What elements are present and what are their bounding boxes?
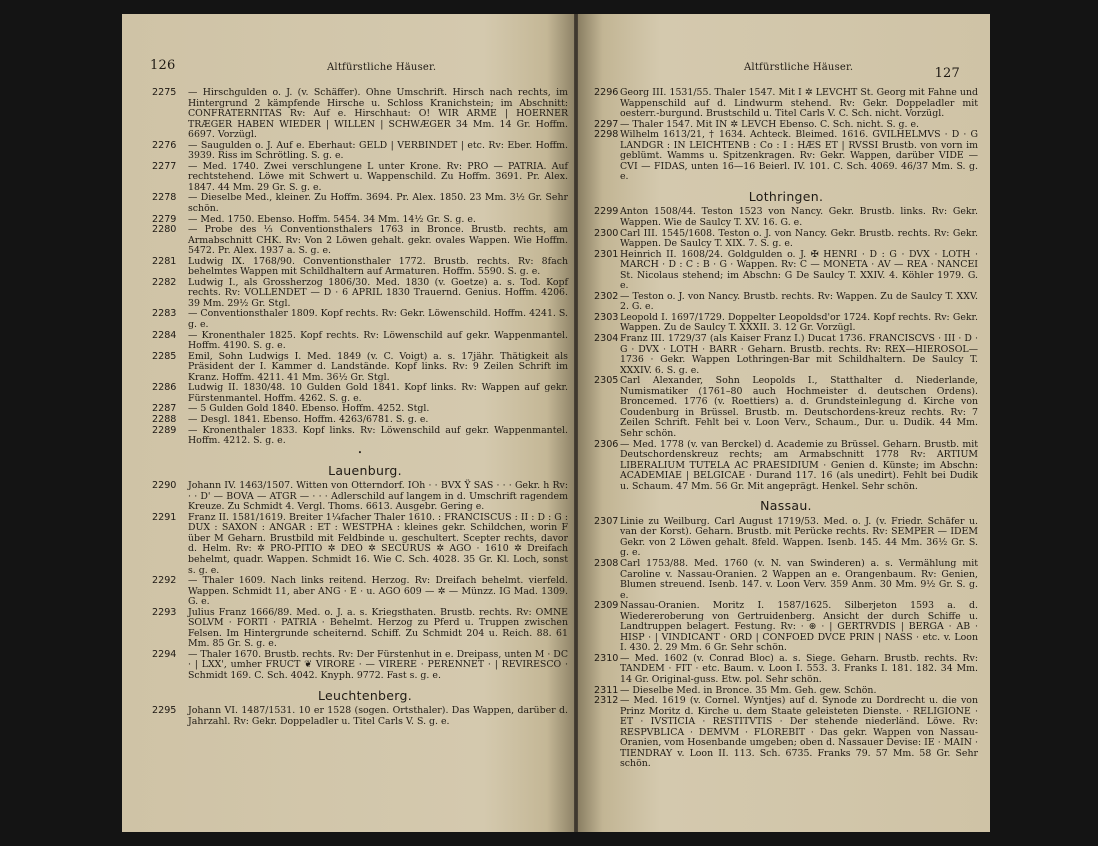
lot-number: 2307: [594, 515, 619, 527]
lot-description: Carl III. 1545/1608. Teston o. J. von Nancy. Gekr. Brustb. rechts. Rv: Gekr. Wappen. De Saulcy T. XIX. 7. S. g. e.: [620, 227, 978, 250]
lot-number: 2284: [152, 329, 177, 341]
catalogue-entry: [152, 650, 568, 682]
lot-number: 2292: [152, 575, 177, 587]
catalogue-entry: [152, 383, 568, 404]
lot-description: Franz II. 1581/1619. Breiter 1¼facher Thaler 1610. : FRANCISCUS : II : D : G : DUX : SAXON : ANGAR : ET : WESTPHA : kleines gekr. Schildchen, worin F über M Geharn. Brustbild mit Feldbinde u. geschultert. Scepter rechts, davor d. Helm. Rv: ✲ PRO-PITIO ✲ DEO ✲ SECURUS ✲ AGO · 1610 ✲ Dreifach behelmt, quadr. Wappen. Schmidt 16. Wie C. Sch. 4028. 35 Gr. Kl. Loch, sonst s. g. e.: [188, 511, 568, 576]
lot-description: Heinrich II. 1608/24. Goldgulden o. J. ✠ HENRI · D : G · DVX · LOTH · MARCH · D : C : B · G · Wappen. Rv: C — MONETA · AV — REA · NANCEI St. Nicolaus stehend; im Abschn: G De Saulcy T. XXIV. 4. Köhler 1979. G. e.: [620, 248, 978, 292]
catalogue-entry: [152, 481, 568, 513]
catalogue-entry: [594, 292, 978, 313]
catalogue-entry: [152, 608, 568, 650]
lot-number: 2294: [152, 648, 177, 660]
section-divider: •: [357, 448, 363, 457]
catalogue-entry: [152, 513, 568, 576]
page-number: 126: [150, 58, 176, 73]
lot-number: 2308: [594, 557, 619, 569]
lot-number: 2311: [594, 684, 619, 696]
lot-number: 2306: [594, 438, 619, 450]
lot-number: 2277: [152, 160, 177, 172]
lot-number: 2305: [594, 375, 619, 387]
lot-number: 2279: [152, 213, 177, 225]
lot-description: Julius Franz 1666/89. Med. o. J. a. s. Kriegsthaten. Brustb. rechts. Rv: OMNE SOLVM · FORTI · PATRIA · Behelmt. Herzog zu Pferd u. Truppen zwischen Felsen. Im Hintergrunde scheiternd. Schiff. Zu Schmidt 204 u. Reich. 88. 61 Mm. 85 Gr. S. g. e.: [188, 606, 568, 650]
catalogue-entry: [152, 331, 568, 352]
catalogue-entry: [152, 576, 568, 608]
lot-number: 2303: [594, 311, 619, 323]
lot-number: 2295: [152, 705, 177, 717]
lot-description: Carl Alexander, Sohn Leopolds I., Statthalter d. Niederlande, Numismatiker (1761–80 auch Hochmeister d. deutschen Ordens). Broncemed. 1776 (v. Roettiers) a. d. Grundsteinlegung d. Kirche von Coudenburg in Brüssel. Brustb. m. Deutschordens-kreuz rechts. Rv: 7 Zeilen Schrift. Fehlt bei v. Loon Verv., Schaum., Dur. u. Dudik. 44 Mm. Sehr schön.: [620, 375, 978, 439]
catalogue-entry: [594, 88, 978, 120]
entries-group: [152, 481, 568, 681]
lot-number: 2282: [152, 276, 177, 288]
lot-number: 2283: [152, 308, 177, 320]
lot-description: — Hirschgulden o. J. (v. Schäffer). Ohne Umschrift. Hirsch nach rechts, im Hintergrund 2 kämpfende Hirsche u. Schloss Kranichstein; im Abschnitt: CONFRATERNITAS Rv: Auf e. Hirschhaut: O! WIR ARME | HOERNER TRÆGER HABEN WIEDER | WILLEN | SCHWÆGER 34 Mm. 14 Gr. Hoffm. 6697. Vorzügl.: [188, 87, 568, 141]
lot-description: Ludwig IX. 1768/90. Conventionsthaler 1772. Brustb. rechts. Rv: 8fach behelmtes Wappen mit Schildhaltern auf Armaturen. Hoffm. 5590. S. g. e.: [188, 255, 568, 278]
catalogue-entry: [594, 376, 978, 439]
lot-number: 2281: [152, 255, 177, 267]
lot-number: 2289: [152, 424, 177, 436]
lot-number: 2300: [594, 227, 619, 239]
lot-number: 2297: [594, 118, 619, 130]
catalogue-entry: [594, 654, 978, 686]
running-head: Altfürstliche Häuser.: [327, 62, 437, 73]
entries-group: [152, 88, 568, 447]
lot-description: — Med. 1778 (v. van Berckel) d. Academie zu Brüssel. Geharn. Brustb. mit Deutschordenskreuz rechts; am Armabschnitt 1778 Rv: ARTIUM LIBERALIUM TUTELA AC PRAESIDIUM · Genien d. Künste; im Abschn: ACADEMIAE | BELGICAE · Durand 117. 16 (als unedirt). Fehlt bei Dudik u. Schaum. 47 Mm. 56 Gr. Mit angeprägt. Henkel. Sehr schön.: [620, 438, 978, 492]
lot-number: 2291: [152, 511, 177, 523]
catalogue-entry: [152, 225, 568, 257]
lot-description: — Med. 1750. Ebenso. Hoffm. 5454. 34 Mm. 14½ Gr. S. g. e.: [188, 213, 476, 225]
lot-description: Emil, Sohn Ludwigs I. Med. 1849 (v. C. Voigt) a. s. 17jähr. Thätigkeit als Präsident der I. Kammer d. Landstände. Kopf links. Rv: 9 Zeilen Schrift im Kranz. Hoffm. 4211. 41 Mm. 36½ Gr. Stgl.: [188, 350, 568, 383]
lot-number: 2296: [594, 87, 619, 98]
lot-number: 2302: [594, 290, 619, 302]
lot-description: — Kronenthaler 1833. Kopf links. Rv: Löwenschild auf gekr. Wappenmantel. Hoffm. 4212. S. g. e.: [188, 424, 568, 447]
lot-description: — Kronenthaler 1825. Kopf rechts. Rv: Löwenschild auf gekr. Wappenmantel. Hoffm. 4190. S. g. e.: [188, 329, 568, 352]
lot-description: — Med. 1619 (v. Cornel. Wyntjes) auf d. Synode zu Dordrecht u. die von Prinz Moritz d. Kirche u. dem Staate geleisteten Dienste. · RELIGIONE · ET · IVSTICIA · RESTITVTIS · Der stehende niederländ. Löwe. Rv: RESPVBLICA · DEMVM · FLOREBIT · Das gekr. Wappen von Nassau-Oranien, vom Hosenbande umgeben; oben d. Nassauer Devise: IE · MAIN · TIENDRAY v. Loon II. 113. Sch. 6735. Franks 79. 57 Mm. 58 Gr. Sehr schön.: [620, 695, 978, 770]
lot-number: 2293: [152, 606, 177, 618]
lot-description: — Thaler 1547. Mit IN ✲ LEVCH Ebenso. C. Sch. nicht. S. g. e.: [620, 118, 920, 130]
catalogue-entry: [152, 706, 568, 727]
catalogue-entry: [152, 309, 568, 330]
section-heading: Lothringen.: [748, 188, 824, 204]
lot-description: Georg III. 1531/55. Thaler 1547. Mit I ✲ LEVCHT St. Georg mit Fahne und Wappenschild auf d. Lindwurm stehend. Rv: Gekr. Doppeladler mit oesterr.-burgund. Brustschild u. Titel Carls V. C. Sch. nicht. Vorzügl.: [620, 87, 978, 120]
lot-description: Ludwig I., als Grossherzog 1806/30. Med. 1830 (v. Goetze) a. s. Tod. Kopf rechts. Rv: VOLLENDET — D · 6 APRIL 1830 Trauernd. Genius. Hoffm. 4206. 39 Mm. 29½ Gr. Stgl.: [188, 276, 568, 309]
lot-number: 2278: [152, 192, 177, 204]
catalogue-entry: [152, 88, 568, 141]
lot-description: — Teston o. J. von Nancy. Brustb. rechts. Rv: Wappen. Zu de Saulcy T. XXV. 2. G. e.: [620, 290, 978, 313]
lot-number: 2298: [594, 129, 619, 141]
lot-number: 2280: [152, 224, 177, 236]
catalogue-entry: [594, 559, 978, 601]
lot-description: Anton 1508/44. Teston 1523 von Nancy. Gekr. Brustb. links. Rv: Gekr. Wappen. Wie de Saulcy T. XV. 16. G. e.: [620, 206, 978, 229]
catalogue-entry: [594, 440, 978, 493]
catalogue-entry: [152, 193, 568, 214]
lot-number: 2286: [152, 382, 177, 394]
lot-description: Nassau-Oranien. Moritz I. 1587/1625. Silberjeton 1593 a. d. Wiedereroberung von Gertruidenberg. Ansicht der durch Schiffe u. Landtruppen belagert. Festung. Rv: · ⊛ · | GERTRVDIS | BERGA · AB · HISP · | VINDICANT · ORD | CONFOED DVCE PRIN | NASS · etc. v. Loon I. 430. 2. 29 Mm. 6 Gr. Sehr schön.: [620, 600, 978, 654]
lot-description: — Dieselbe Med. in Bronce. 35 Mm. Geh. gew. Schön.: [620, 684, 877, 696]
lot-description: Franz III. 1729/37 (als Kaiser Franz I.) Ducat 1736. FRANCISCVS · III · D · G · DVX · LOTH · BARR · Geharn. Brustb. rechts. Rv: REX—HIEROSOL—1736 · Gekr. Wappen Lothringen-Bar mit Schildhaltern. De Saulcy T. XXXIV. 6. S. g. e.: [620, 333, 978, 376]
section-heading: Nassau.: [760, 498, 812, 514]
catalogue-entry: [594, 207, 978, 228]
catalogue-entry: [594, 334, 978, 376]
lot-number: 2285: [152, 350, 177, 362]
lot-description: — Thaler 1670. Brustb. rechts. Rv: Der Fürstenhut in e. Dreipass, unten M · DC · | LXX', umher FRUCT ❦ VIRORE · — VIRERE · PERENNET · | REVIRESCO · Schmidt 169. C. Sch. 4042. Knyph. 9772. Fast s. g. e.: [188, 648, 568, 681]
page-number: 127: [934, 66, 960, 81]
catalogue-entry: [152, 141, 568, 162]
lot-description: — Med. 1602 (v. Conrad Bloc) a. s. Siege. Geharn. Brustb. rechts. Rv: TANDEM · FIT · etc. Baum. v. Loon I. 553. 3. Franks I. 181. 182. 34 Mm. 14 Gr. Original-guss. Etw. pol. Sehr schön.: [620, 652, 978, 685]
catalogue-entry: [594, 517, 978, 559]
running-head: Altfürstliche Häuser.: [744, 62, 854, 73]
entries-group: [594, 517, 978, 770]
lot-number: 2312: [594, 695, 619, 707]
lot-description: — 5 Gulden Gold 1840. Ebenso. Hoffm. 4252. Stgl.: [188, 403, 430, 415]
catalogue-entry: [594, 313, 978, 334]
catalogue-entry: [152, 426, 568, 447]
catalogue-entry: [594, 229, 978, 250]
lot-number: 2301: [594, 248, 619, 260]
entries-group: [594, 88, 978, 183]
lot-description: Leopold I. 1697/1729. Doppelter Leopoldsd'or 1724. Kopf rechts. Rv: Gekr. Wappen. Zu de Saulcy T. XXXII. 3. 12 Gr. Vorzügl.: [620, 311, 978, 334]
lot-description: — Probe des ⅓ Conventionsthalers 1763 in Bronce. Brustb. rechts, am Armabschnitt CHK. Rv: Von 2 Löwen gehalt. gekr. ovales Wappen. Wie Hoffm. 5472. Pr. Alex. 1937 a. S. g. e.: [188, 224, 568, 257]
lot-number: 2304: [594, 333, 619, 345]
lot-description: — Thaler 1609. Nach links reitend. Herzog. Rv: Dreifach behelmt. vierfeld. Wappen. Schmidt 11, aber ANG · E · u. AGO 609 — ✲ — Münzz. IG Mad. 1309. G. e.: [188, 575, 568, 608]
lot-description: — Saugulden o. J. Auf e. Eberhaut: GELD | VERBINDET | etc. Rv: Eber. Hoffm. 3939. Riss im Schrötling. S. g. e.: [188, 139, 568, 162]
catalogue-entry: [152, 415, 568, 426]
lot-description: — Desgl. 1841. Ebenso. Hoffm. 4263/6781. S. g. e.: [188, 413, 429, 425]
lot-number: 2287: [152, 403, 177, 415]
lot-number: 2275: [152, 87, 177, 98]
lot-description: Ludwig II. 1830/48. 10 Gulden Gold 1841. Kopf links. Rv: Wappen auf gekr. Fürstenmantel. Hoffm. 4262. S. g. e.: [188, 382, 568, 404]
catalogue-entry: [152, 257, 568, 278]
lot-description: — Dieselbe Med., kleiner. Zu Hoffm. 3694. Pr. Alex. 1850. 23 Mm. 3½ Gr. Sehr schön.: [188, 192, 568, 215]
lot-number: 2276: [152, 139, 177, 151]
lot-description: — Conventionsthaler 1809. Kopf rechts. Rv: Gekr. Löwenschild. Hoffm. 4241. S. g. e.: [188, 308, 568, 331]
lot-number: 2310: [594, 652, 619, 664]
catalogue-entry: [152, 162, 568, 194]
entries-group: [594, 207, 978, 492]
catalogue-entry: [594, 601, 978, 654]
lot-description: Johann IV. 1463/1507. Witten von Otterndorf. IOh · · BVX Ϋ SAS · · · Gekr. h Rv: · · D' — BOVA — ATGR — · · · Adlerschild auf langem in d. Umschrift ragendem Kreuze. Zu Schmidt 4. Vergl. Thoms. 6613. Ausgebr. Gering e.: [188, 480, 568, 513]
entries-group: [152, 706, 568, 727]
lot-description: Carl 1753/88. Med. 1760 (v. N. van Swinderen) a. s. Vermählung mit Caroline v. Nassau-Oranien. 2 Wappen an e. Orangenbaum. Rv: Genien, Blumen streuend. Isenb. 147. v. Loon Verv. 359 Anm. 30 Mm. 9½ Gr. S. g. e.: [620, 557, 978, 601]
left-page: [122, 14, 574, 832]
catalogue-entry: [152, 278, 568, 310]
catalogue-text: [594, 88, 978, 770]
catalogue-entry: [594, 696, 978, 770]
lot-number: 2288: [152, 413, 177, 425]
catalogue-text: [152, 88, 568, 727]
lot-description: — Med. 1740. Zwei verschlungene L unter Krone. Rv: PRO — PATRIA. Auf rechtstehend. Löwe mit Schwert u. Wappenschild. Zu Hoffm. 3691. Pr. Alex. 1847. 44 Mm. 29 Gr. S. g. e.: [188, 160, 568, 193]
lot-description: Johann VI. 1487/1531. 10 er 1528 (sogen. Ortsthaler). Das Wappen, darüber d. Jahrzahl. Rv: Gekr. Doppeladler u. Titel Carls V. S. g. e.: [188, 705, 568, 727]
catalogue-entry: [594, 130, 978, 183]
catalogue-entry: [594, 250, 978, 292]
lot-number: 2309: [594, 600, 619, 612]
section-heading: Leuchtenberg.: [317, 687, 413, 703]
section-heading: Lauenburg.: [328, 462, 402, 478]
right-page: [578, 14, 990, 832]
lot-description: Wilhelm 1613/21, † 1634. Achteck. Bleimed. 1616. GVILHELMVS · D · G LANDGR : IN LEICHTENB : Co : I : HÆS ET | RVSSI Brustb. von vorn im geblümt. Wamms u. Spitzenkragen. Rv: Gekr. Wappen, darüber VIDE — CVI — FIDAS, unten 16—16 Beierl. IV. 101. C. Sch. 4069. 46/37 Mm. S. g. e.: [620, 129, 978, 183]
lot-description: Linie zu Weilburg. Carl August 1719/53. Med. o. J. (v. Friedr. Schäfer u. van der Korst). Geharn. Brustb. mit Perücke rechts. Rv: SEMPER — IDEM Gekr. von 2 Löwen gehalt. 8feld. Wappen. Isenb. 145. 44 Mm. 36½ Gr. S. g. e.: [620, 515, 978, 559]
lot-number: 2290: [152, 480, 177, 492]
catalogue-entry: [152, 352, 568, 384]
lot-number: 2299: [594, 206, 619, 218]
